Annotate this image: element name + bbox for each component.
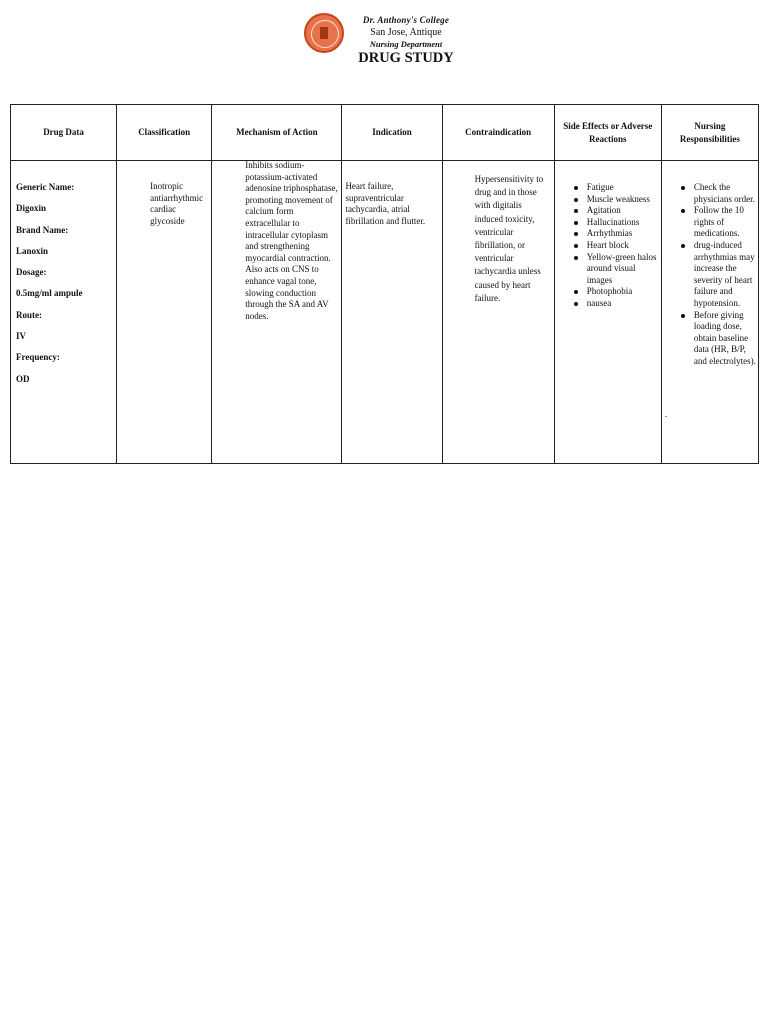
page-title: DRUG STUDY <box>358 50 454 66</box>
drug-data-value: Digoxin <box>16 203 47 214</box>
drug-data-label: Generic Name: <box>16 182 75 192</box>
header-mechanism: Mechanism of Action <box>212 105 342 161</box>
header-indication: Indication <box>342 105 442 161</box>
drug-data-label: Route: <box>16 309 42 320</box>
list-item: Check the physicians order. <box>679 182 758 205</box>
drug-data-label: Frequency: <box>16 352 60 363</box>
list-item: Yellow-green halos around visual images <box>572 252 660 287</box>
trailing-mark: . <box>664 409 668 419</box>
cell-nursing <box>661 161 758 464</box>
cell-drug-data <box>11 161 117 464</box>
list-item: Before giving loading dose, obtain baseline data (HR, B/P, and electrolytes). <box>679 310 758 368</box>
mechanism-text: Inhibits sodium-potassium-activated adenosine triphosphatase, promoting movement of calcium form extracellular to intracellular cytoplasm and strengthening myocardial contraction. Also acts on CNS to enhance vagal tone, slowing conduction through the SA and AV nodes. <box>245 160 338 321</box>
list-item: drug-induced arrhythmias may increase the severity of heart failure and hypotension. <box>679 240 758 310</box>
header-drug-data: Drug Data <box>11 105 117 161</box>
cell-classification <box>117 161 212 464</box>
college-name: Dr. Anthony's College <box>362 15 450 25</box>
list-item: nausea <box>572 298 660 310</box>
list-item: Fatigue <box>572 182 660 194</box>
college-seal-icon <box>304 13 344 53</box>
drug-data-value: OD <box>16 373 30 384</box>
cell-indication <box>342 161 442 464</box>
cell-side-effects <box>554 161 661 464</box>
list-item: Arrhythmias <box>572 228 660 240</box>
drug-data-label: Brand Name: <box>16 224 69 235</box>
list-item: Follow the 10 rights of medications. <box>679 205 758 240</box>
drug-data-value: Lanoxin <box>16 245 49 256</box>
nursing-list <box>679 182 758 368</box>
drug-study-table <box>10 104 759 464</box>
drug-data-value: IV <box>16 331 27 342</box>
document-header <box>0 0 768 100</box>
cell-contraindication <box>442 161 554 464</box>
list-item: Muscle weakness <box>572 194 660 206</box>
drug-data-value: 0.5mg/ml ampule <box>16 288 83 299</box>
list-item: Hallucinations <box>572 217 660 229</box>
table-row <box>11 161 759 464</box>
list-item: Photophobia <box>572 286 660 298</box>
contraindication-text: Hypersensitivity to drug and in those with digitalis induced toxicity, ventricular fibrillation, or ventricular tachycardia unless caused by heart failure. <box>474 174 544 303</box>
college-location: San Jose, Antique <box>370 27 442 38</box>
header-nursing: Nursing Responsibilities <box>661 105 758 161</box>
indication-text: Heart failure, supraventricular tachycardia, atrial fibrillation and flutter. <box>345 181 426 226</box>
side-effects-list <box>572 182 660 310</box>
cell-mechanism <box>212 161 342 464</box>
classification-text: Inotropic antiarrhythmic cardiac glycoside <box>150 181 204 226</box>
drug-data-list <box>16 182 83 395</box>
table-header-row <box>11 105 759 161</box>
header-side-effects: Side Effects or Adverse Reactions <box>554 105 661 161</box>
list-item: Agitation <box>572 205 660 217</box>
department-name: Nursing Department <box>369 39 443 49</box>
drug-data-label: Dosage: <box>16 267 47 278</box>
list-item: Heart block <box>572 240 660 252</box>
header-contraindication: Contraindication <box>442 105 554 161</box>
header-classification: Classification <box>117 105 212 161</box>
